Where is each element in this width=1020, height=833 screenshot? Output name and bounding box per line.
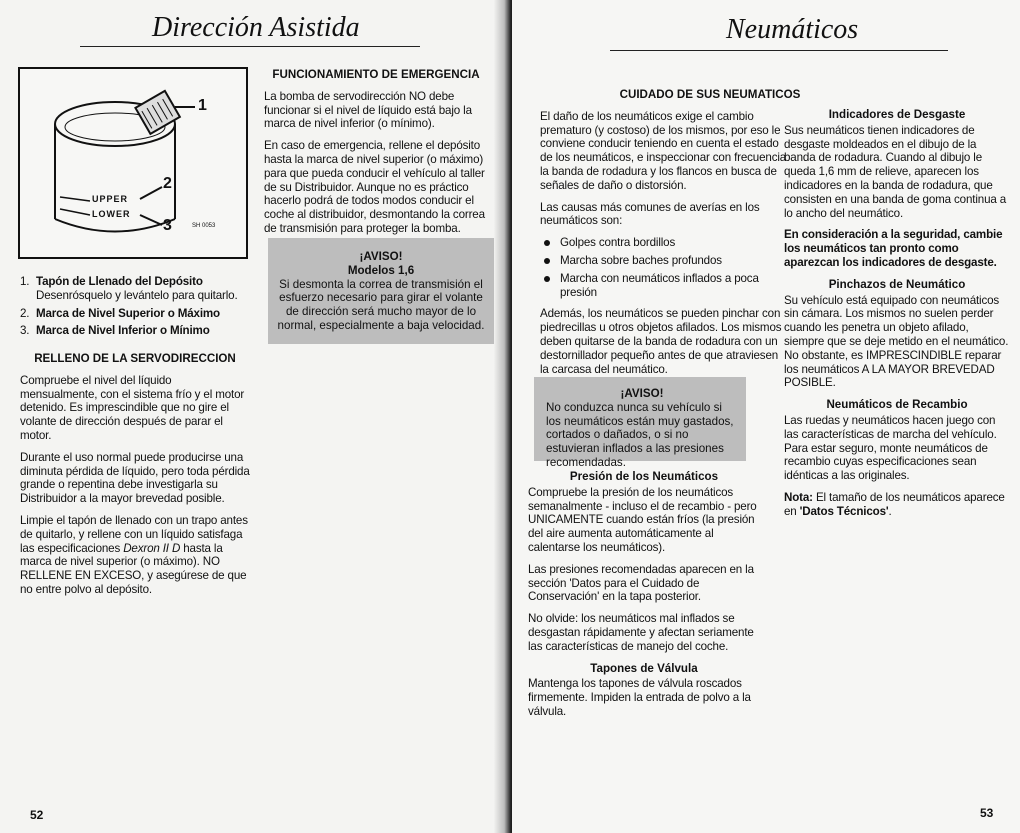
pressure-paragraph-1: Compruebe la presión de los neumáticos semanalmente - incluso el de recambio - pero UNICAMENTE cuando están fríos (la presión del aire aumenta automáticamente al calentarse los neumáticos). <box>528 485 757 554</box>
wear-paragraph-2: En consideración a la seguridad, cambie los neumáticos tan pronto como aparezcan los indicadores de desgaste. <box>784 228 1003 269</box>
care-paragraph-1: El daño de los neumáticos exige el cambio prematuro (y costoso) de los mismos, por eso le conviene conducir teniendo en cuenta el estado de los neumáticos, e inspeccionar con frecuencia la banda de rodadura y los flancos en busca de señales de daño o distorsión. <box>540 109 787 192</box>
refill-paragraph-2: Durante el uso normal puede producirse una diminuta pérdida de líquido, pero toda pérdida grande o repentina debe investigarla su Distribuidor a la mayor brevedad posible. <box>20 450 250 506</box>
puncture-paragraph: Su vehículo está equipado con neumáticos sin cámara. Los mismos no suelen perder cuando les penetra un objeto afilado, siempre que se deje metido en el neumático. No obstante, es IMPRESCINDIBLE reparar los neumáticos A LA MAYOR BREVEDAD POSIBLE. <box>784 293 1009 390</box>
legend-item <box>20 275 250 303</box>
spare-heading: Neumáticos de Recambio <box>826 398 968 412</box>
legend-item <box>20 324 250 338</box>
right-page-title: Neumáticos <box>726 14 859 45</box>
cause-item: Marcha con neumáticos inflados a poca presión <box>540 272 788 300</box>
warning-title: ¡AVISO! <box>620 387 664 400</box>
legend-number: 3. <box>20 324 30 338</box>
emergency-section <box>264 68 488 244</box>
legend-item <box>20 307 250 321</box>
warning-subtitle: Modelos 1,6 <box>347 263 415 277</box>
upper-mark-label: UPPER <box>92 194 129 204</box>
legend-desc: Desenrósquelo y levántelo para quitarlo. <box>36 288 238 302</box>
warning-text: No conduzca nunca su vehículo si los neumáticos están muy gastados, cortados o dañados, o si no estuvieran inflados a las presiones recomendadas. <box>546 400 734 469</box>
pressure-paragraph-2: Las presiones recomendadas aparecen en la sección 'Datos para el Cuidado de Conservación' en la tapa posterior. <box>528 562 754 604</box>
figure-legend <box>20 275 250 338</box>
pressure-section <box>528 470 760 727</box>
legend-number: 1. <box>20 275 30 288</box>
emergency-paragraph-2: En caso de emergencia, rellene el depósito hasta la marca de nivel superior (o máximo) para que pueda conducir el vehículo al taller de su Distribuidor. Aunque no es práctico hacerlo podrá de todos modos conducir el coche al distribuidor, desmontando la correa de transmisión para proteger la bomba. <box>264 139 485 235</box>
care-paragraph-2: Las causas más comunes de averías en los neumáticos son: <box>540 200 760 228</box>
legend-label: Tapón de Llenado del Depósito <box>36 275 203 288</box>
left-title-rule <box>80 46 420 47</box>
care-section <box>540 88 801 384</box>
refill-section <box>20 352 250 605</box>
right-title-rule <box>610 50 948 51</box>
figure-code: SH 0053 <box>192 223 216 229</box>
valve-heading: Tapones de Válvula <box>590 661 698 675</box>
pressure-paragraph-3: No olvide: los neumáticos mal inflados se desgastan rápidamente y afectan seriamente las características de manejo del coche. <box>528 612 754 653</box>
page-number-right: 53 <box>980 806 994 820</box>
puncture-heading: Pinchazos de Neumático <box>828 277 966 291</box>
page-number-left: 52 <box>30 808 44 822</box>
cause-item: Marcha sobre baches profundos <box>540 254 788 268</box>
note-paragraph: Nota: El tamaño de los neumáticos aparece en 'Datos Técnicos'. <box>784 490 1005 518</box>
cause-item: Golpes contra bordillos <box>540 236 788 250</box>
refill-heading: RELLENO DE LA SERVODIRECCION <box>34 352 236 365</box>
warning-text: Si desmonta la correa de transmisión el esfuerzo necesario para girar el volante de dirección será mucho mayor de lo normal, especialmente a baja velocidad. <box>277 277 485 332</box>
callout-1: 1 <box>198 97 207 114</box>
warning-title: ¡AVISO! <box>359 250 403 263</box>
right-column <box>784 108 1010 527</box>
pressure-heading: Presión de los Neumáticos <box>569 470 719 483</box>
legend-label: Marca de Nivel Inferior o Mínimo <box>36 324 210 338</box>
left-page <box>0 0 500 833</box>
callout-3: 3 <box>163 217 172 234</box>
legend-label: Marca de Nivel Superior o Máximo <box>36 306 220 320</box>
legend-number: 2. <box>20 306 30 320</box>
left-page-title: Dirección Asistida <box>152 12 360 43</box>
refill-paragraph-1: Compruebe el nivel del líquido mensualmente, con el sistema frío y el motor detenido. Es imprescindible que no gire el volante de dirección después de parar el motor. <box>20 373 245 442</box>
wear-paragraph-1: Sus neumáticos tienen indicadores de desgaste moldeados en el dibujo de la banda de rodadura. Cuando al dibujo le queda 1,6 mm de relieve, aparecen los indicadores en la banda de rodadura, que consisten en una banda de goma continua a lo ancho del neumático. <box>784 123 1007 220</box>
emergency-heading: FUNCIONAMIENTO DE EMERGENCIA <box>272 68 480 81</box>
care-paragraph-3: Además, los neumáticos se pueden pinchar con piedrecillas u otros objetos afilados. Los mismos deben quitarse de la banda de rodadura con un destornillador pequeño antes de que atraviesen la carcasa del neumático. <box>540 307 782 376</box>
refill-paragraph-3: Limpie el tapón de llenado con un trapo antes de quitarlo, y rellene con un líquido satisfaga las especificaciones Dexron II D hasta la marca de nivel superior (o máximo). NO RELLENE EN EXCESO, y asegúrese de que no entre polvo al depósito. <box>20 513 248 596</box>
valve-paragraph: Mantenga los tapones de válvula roscados firmemente. Impiden la entrada de polvo a la válvula. <box>528 677 751 718</box>
warning-box-left <box>268 238 494 344</box>
emergency-paragraph-1: La bomba de servodirección NO debe funcionar si el nivel de líquido está bajo la marca de nivel inferior (o mínimo). <box>264 89 472 131</box>
care-heading: CUIDADO DE SUS NEUMATICOS <box>619 88 801 101</box>
spare-paragraph: Las ruedas y neumáticos hacen juego con las características de marcha del vehículo. Para estar seguro, monte neumáticos de recambio cuyas especificaciones sean idénticas a las originales. <box>784 413 997 483</box>
right-page <box>512 0 1020 833</box>
wear-heading: Indicadores de Desgaste <box>828 108 966 121</box>
warning-box-right <box>534 377 746 469</box>
callout-2: 2 <box>163 175 172 192</box>
reservoir-figure <box>18 67 248 259</box>
lower-mark-label: LOWER <box>92 209 131 219</box>
